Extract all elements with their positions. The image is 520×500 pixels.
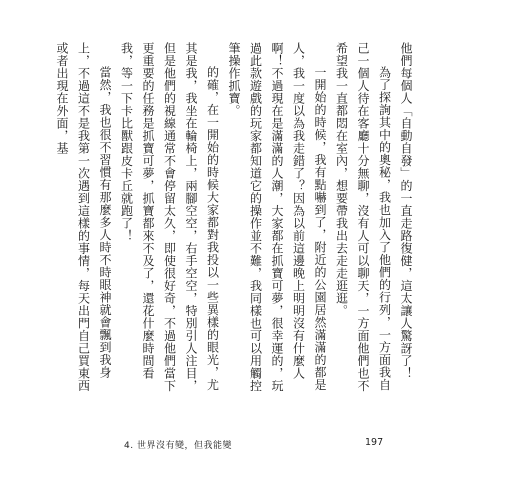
- paragraph-4: 的確，在一開始的時候大家都對我投以一些異樣的眼光，尤其是我，我坐在輪椅上，兩腳空空，右手空空，特別引人注目，但是他們的視線通常不會停留太久，即使很好奇，不過他們當下更重要的任務是抓寶可夢，抓寶都來不及了，還花什麼時間看我，等一下卡比獸跟皮卡丘就跑了！: [119, 42, 220, 392]
- paragraph-2: 為了探詢其中的奧秘，我也加入了他們的行列，一方面我自己一個人待在客廳十分無聊，沒有人可以聊天，一方面他們也不希望我一直都悶在室內，想要帶我出去走走逛逛。: [334, 42, 392, 392]
- page-number: 197: [365, 437, 384, 448]
- paragraph-5: 當然，我也很不習慣有那麼多人時不時眼神就會飄到我身上，不過這不是我第一次遇到這樣的事情，每天出門自己買東西或者出現在外面，基: [55, 42, 112, 392]
- paragraph-3: 一開始的時候，我有點嚇到了，附近的公園居然滿滿的都是人，我一度以為我走錯了？因為以前這邊晚上明明沒有什麼人啊！不過現在是滿滿的人潮，大家都在抓寶可夢，很幸運的，玩過此款遊戲的玩家都知道它的操作並不難，我同樣也可以用觸控筆操作抓寶。: [227, 42, 327, 392]
- vertical-text-block: [55, 42, 416, 394]
- running-footer-chapter-title: 4. 世界沒有變，但我能變: [124, 441, 232, 451]
- paragraph-1: 他們每個人「自動自發」的一直走路復健，這太讓人驚訝了！: [399, 42, 413, 380]
